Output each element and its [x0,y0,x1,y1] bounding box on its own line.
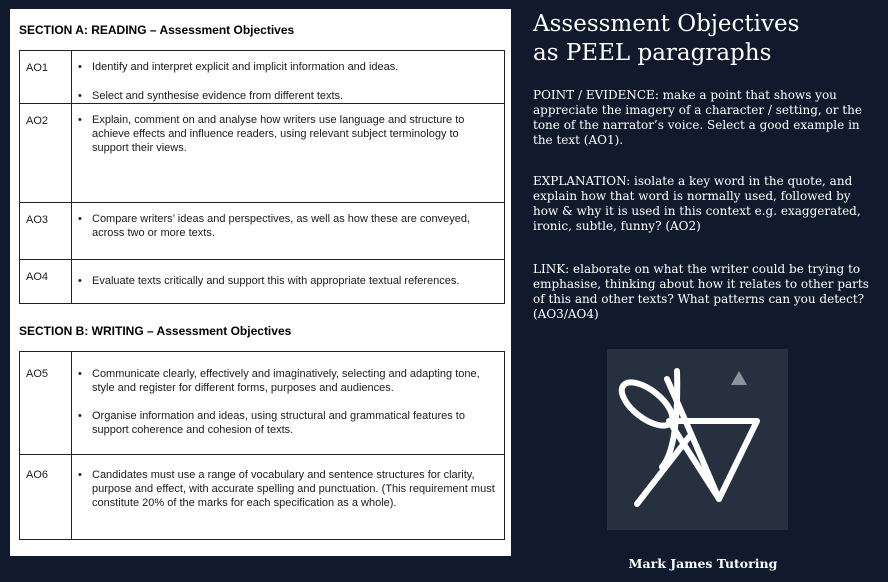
brand-name: Mark James Tutoring [628,556,778,571]
section-a-table [19,50,505,304]
table-row [20,352,505,455]
ao-bullet: • Candidates must use a range of vocabulary and sentence structures for clarity, purpose and effect, with accurate spelling and punctuation. (This requirement must constitute 20% of the marks for each specification as a whole). [78,468,496,510]
table-row [20,51,505,104]
ao-bullet: • Organise information and ideas, using structural and grammatical features to support coherence and cohesion of texts. [78,409,496,437]
explanation-paragraph: EXPLANATION: isolate a key word in the quote, and explain how that word is normally used, followed by how & why it is used in this context e.g. exaggerated, ironic, subtle, funny? (AO2) [533,174,861,233]
table-row [20,104,505,203]
ao-bullet: • Explain, comment on and analyse how writers use language and structure to achieve effects and influence readers, using relevant subject terminology to support their views. [78,113,496,155]
ao-bullet: • Identify and interpret explicit and implicit information and ideas. [78,60,496,74]
assessment-document [10,9,511,556]
panel-heading: Assessment Objectives as PEEL paragraphs [533,11,800,66]
section-a-title: SECTION A: READING – Assessment Objectives [19,23,295,37]
ao-code: AO2 [20,104,72,203]
ao-bullet: • Communicate clearly, effectively and imaginatively, selecting and adapting tone, style and register for different forms, purposes and audiences. [78,367,496,395]
ao-bullet: • Compare writers’ ideas and perspectives, as well as how these are conveyed, across two or more texts. [78,212,496,240]
ao-code: AO3 [20,203,72,260]
mjt-logo-icon [607,349,788,530]
ao-code: AO1 [20,51,72,104]
table-row [20,260,505,304]
ao-code: AO5 [20,352,72,455]
ao-bullet: • Evaluate texts critically and support this with appropriate textual references. [78,274,496,288]
section-b-title: SECTION B: WRITING – Assessment Objectives [19,324,292,338]
table-row [20,203,505,260]
section-b-table [19,351,505,540]
link-paragraph: LINK: elaborate on what the writer could be trying to emphasise, thinking about how it relates to other parts of this and other texts? What patterns can you detect? (AO3/AO4) [533,262,869,321]
point-evidence-paragraph: POINT / EVIDENCE: make a point that shows you appreciate the imagery of a character / setting, or the tone of the narrator’s voice. Select a good example in the text (AO1). [533,88,862,147]
ao-bullet: • Select and synthesise evidence from different texts. [78,89,496,103]
ao-code: AO4 [20,260,72,304]
ao-code: AO6 [20,455,72,540]
table-row [20,455,505,540]
